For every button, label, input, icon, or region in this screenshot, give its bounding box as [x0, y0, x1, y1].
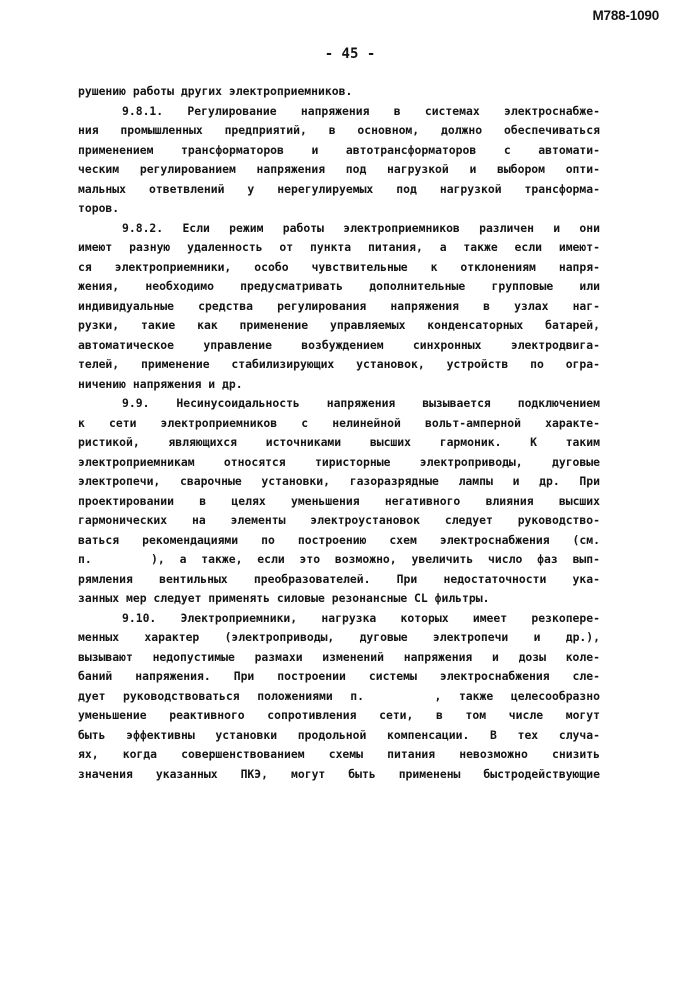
- text-line: 9.10. Электроприемники, нагрузка которых имеет резкопере-: [122, 610, 600, 625]
- text-line: электропечи, сварочные установки, газоразрядные лампы и др. При: [78, 474, 600, 488]
- text-line: рушению работы других электроприемников.: [78, 84, 353, 98]
- paragraph-9-8-2: [78, 219, 600, 395]
- text-line: ния промышленных предприятий, в основном, должно обеспечиваться: [78, 123, 600, 137]
- text-line: автоматическое управление возбуждением синхронных электродвига-: [78, 337, 600, 352]
- text-line: занных мер следует применять силовые резонансные CL фильтры.: [78, 591, 490, 605]
- text-line: телей, применение стабилизирующих установок, устройств по огра-: [78, 357, 600, 371]
- text-line: к сети электроприемников с нелинейной вольт-амперной характе-: [78, 415, 600, 430]
- paragraph-9-9: [78, 394, 600, 609]
- text-line: менных характер (электроприводы, дуговые электропечи и др.),: [78, 630, 600, 644]
- text-line: имеют разную удаленность от пункта питания, а также если имеют-: [78, 240, 600, 254]
- text-line: торов.: [78, 201, 120, 215]
- text-line: 9.8.1. Регулирование напряжения в системах электроснабже-: [122, 103, 600, 118]
- text-line: п. ), а также, если это возможно, увеличить число фаз вып-: [78, 552, 600, 566]
- paragraph-continuation: [78, 82, 600, 102]
- text-line: ничению напряжения и др.: [78, 376, 243, 391]
- text-line: ваться рекомендациями по построению схем электроснабжения (см.: [78, 532, 600, 547]
- text-line: уменьшение реактивного сопротивления сети, в том числе могут: [78, 708, 600, 722]
- text-line: дует руководствоваться положениями п. , также целесообразно: [78, 688, 600, 703]
- page-number: - 45 -: [324, 46, 376, 62]
- text-line: ся электроприемники, особо чувствительные к отклонениям напря-: [78, 259, 600, 274]
- paragraph-9-8-1: [78, 102, 600, 219]
- text-line: индивидуальные средства регулирования напряжения в узлах наг-: [78, 298, 600, 313]
- text-line: значения указанных ПКЭ, могут быть применены быстродействующие: [78, 766, 600, 781]
- text-line: баний напряжения. При построении системы электроснабжения сле-: [78, 669, 600, 683]
- paragraph-9-10: [78, 609, 600, 785]
- text-line: рузки, такие как применение управляемых конденсаторных батарей,: [78, 318, 600, 332]
- text-line: ях, когда совершенствованием схемы питания невозможно снизить: [78, 747, 600, 761]
- text-line: мальных ответвлений у нерегулируемых под нагрузкой трансформа-: [78, 181, 600, 196]
- text-line: ческим регулированием напряжения под нагрузкой и выбором опти-: [78, 162, 600, 176]
- text-line: гармонических на элементы электроустановок следует руководство-: [78, 513, 600, 527]
- text-line: электроприемникам относятся тиристорные электроприводы, дуговые: [78, 454, 600, 469]
- text-line: 9.8.2. Если режим работы электроприемников различен и они: [122, 220, 600, 235]
- text-line: применением трансформаторов и автотрансформаторов с автомати-: [78, 142, 600, 157]
- text-line: 9.9. Несинусоидальность напряжения вызывается подключением: [122, 396, 600, 410]
- text-line: рямления вентильных преобразователей. При недостаточности ука-: [78, 571, 600, 586]
- text-line: быть эффективны установки продольной компенсации. В тех случа-: [78, 727, 600, 742]
- body-text: [78, 82, 600, 784]
- text-line: жения, необходимо предусматривать дополнительные групповые или: [78, 279, 600, 293]
- text-line: ристикой, являющихся источниками высших гармоник. К таким: [78, 435, 600, 449]
- text-line: вызывают недопустимые размахи изменений напряжения и дозы коле-: [78, 649, 600, 664]
- text-line: проектировании в целях уменьшения негативного влияния высших: [78, 493, 600, 508]
- document-code: М788-1090: [592, 8, 659, 23]
